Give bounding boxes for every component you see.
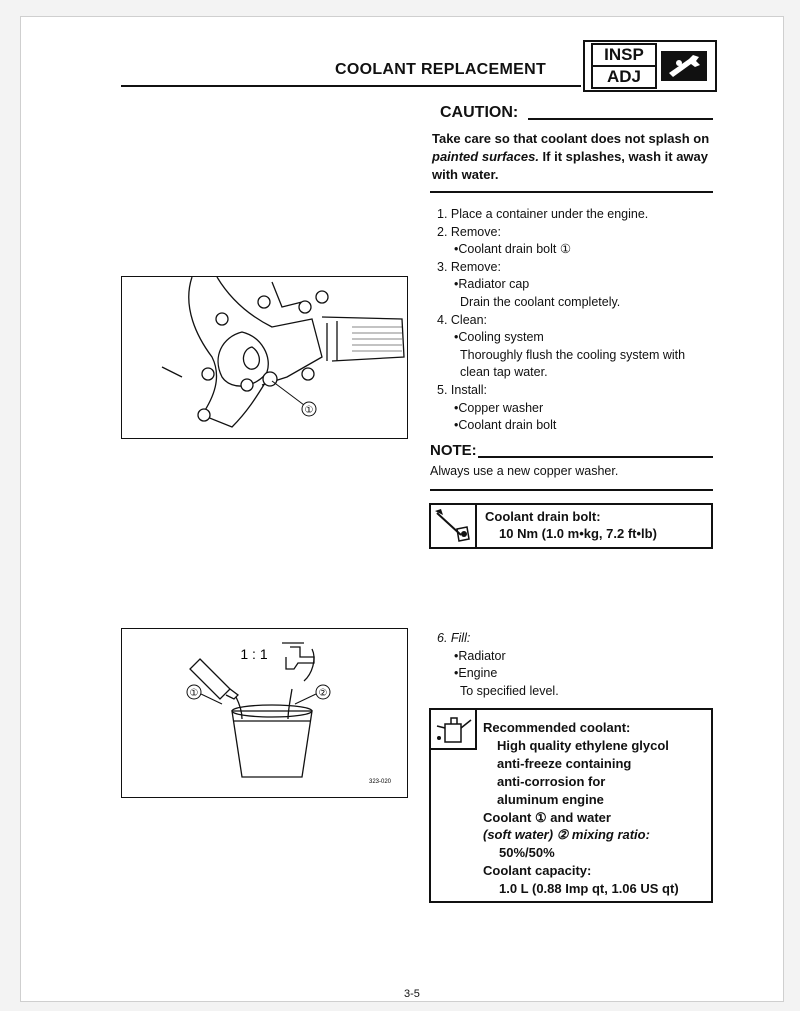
badge-adj: ADJ [591, 65, 657, 89]
step-line: 1. Place a container under the engine. [437, 207, 649, 221]
fill-title-text: 6. Fill: [437, 631, 471, 645]
step-line: Drain the coolant completely. [460, 294, 621, 309]
fill-item: To specified level. [460, 683, 559, 698]
badge-insp: INSP [591, 43, 657, 67]
coolant-spec-lines [483, 719, 679, 898]
step-line: 4. Clean: [437, 312, 488, 327]
step-line: 3. Remove: [437, 259, 501, 274]
page-number: 3-5 [404, 988, 420, 1000]
coolant-line: Coolant ① and water [483, 809, 611, 825]
coolant-line: anti-corrosion for [497, 773, 606, 789]
coolant-spec-box [429, 708, 713, 903]
step-line: •Copper washer [454, 400, 544, 415]
coolant-line: (soft water) ② mixing ratio: [483, 827, 650, 843]
note-text: Always use a new copper washer. [430, 464, 619, 478]
fill-step [437, 630, 717, 700]
page-title: COOLANT REPLACEMENT [335, 61, 547, 78]
caution-bottom-rule [430, 191, 713, 193]
section-badge [583, 40, 717, 92]
note-rule [478, 456, 713, 458]
fill-item: •Engine [454, 666, 498, 681]
coolant-line: High quality ethylene glycol [497, 737, 669, 753]
note-heading: NOTE: [430, 442, 477, 459]
caution-italic: painted surfaces. [432, 149, 539, 164]
torque-value: 10 Nm (1.0 m•kg, 7.2 ft•lb) [499, 526, 657, 541]
mixing-illustration [122, 629, 407, 797]
coolant-line: anti-freeze containing [497, 755, 632, 771]
caution-heading: CAUTION: [440, 104, 519, 121]
coolant-line: aluminum engine [497, 791, 604, 807]
caution-text [432, 130, 717, 184]
step-line: •Coolant drain bolt [454, 418, 557, 433]
step-line: 2. Remove: [437, 224, 501, 239]
note-bottom-rule [430, 489, 713, 491]
step-line: 5. Install: [437, 382, 488, 397]
torque-wrench-icon [431, 505, 477, 547]
step-line: •Radiator cap [454, 277, 530, 292]
callout-2: ② [318, 688, 328, 699]
callout-1: ① [189, 688, 199, 699]
caution-line-2 [432, 148, 717, 166]
ratio-label: 1 : 1 [240, 646, 268, 662]
coolant-line: 1.0 L (0.88 Imp qt, 1.06 US qt) [499, 881, 679, 897]
caution-line-2-rest: If it splashes, wash it away [538, 149, 709, 164]
figure-coolant-mix [121, 628, 408, 798]
caution-line-3: with water. [432, 167, 499, 182]
step-line: Thoroughly flush the cooling system with [460, 347, 686, 362]
wrench-icon [659, 49, 709, 83]
coolant-line: Recommended coolant: [483, 720, 631, 735]
header-rule [121, 85, 581, 87]
coolant-line: 50%/50% [499, 845, 555, 861]
callout-1: ① [304, 405, 314, 416]
figure-drain-bolt [121, 276, 408, 439]
oil-can-icon [431, 710, 477, 750]
torque-label: Coolant drain bolt: [485, 509, 601, 524]
fill-item: •Radiator [454, 648, 506, 663]
engine-illustration [122, 277, 407, 438]
coolant-line: Coolant capacity: [483, 863, 592, 879]
step-line: •Cooling system [454, 330, 544, 345]
figure-code: 323-020 [368, 779, 392, 785]
step-line: •Coolant drain bolt ① [454, 242, 572, 257]
caution-rule [528, 118, 713, 120]
torque-spec-box [429, 503, 713, 549]
procedure-steps [437, 206, 717, 435]
step-line: clean tap water. [460, 365, 548, 380]
caution-line-1: Take care so that coolant does not splash on [432, 131, 710, 146]
fill-title [437, 630, 717, 648]
